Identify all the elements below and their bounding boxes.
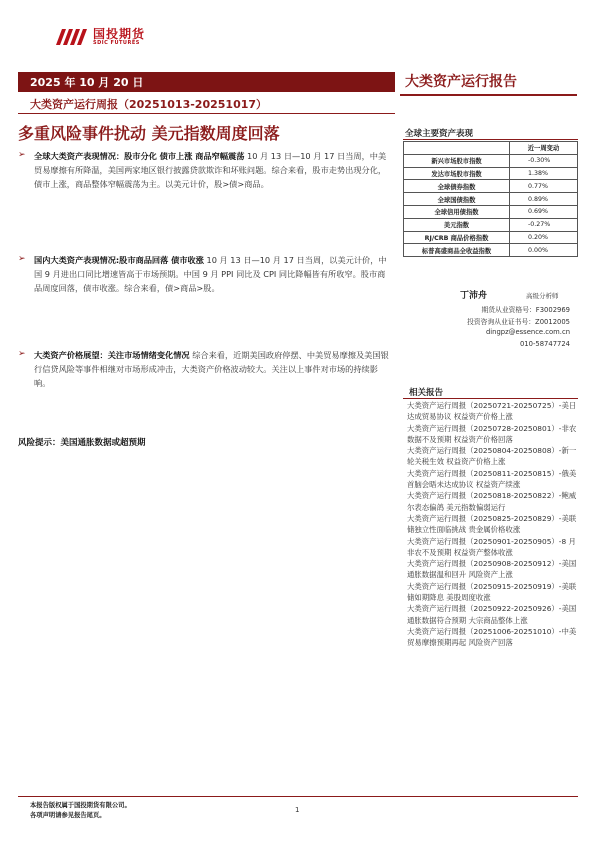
table-row — [404, 244, 578, 257]
asset-change: 0.89% — [510, 193, 578, 206]
brand-subtitle: SDIC FUTURES — [93, 40, 140, 46]
brand-name: 国投期货 — [93, 27, 146, 41]
report-date: 2025 年 10 月 20 日 — [30, 76, 144, 89]
analyst-license-advisory: 投资咨询从业证书号：Z0012005 — [467, 318, 570, 326]
asset-table-title: 全球主要资产表现 — [405, 129, 474, 139]
analyst-email[interactable]: dingpz@essence.com.cn — [485, 328, 570, 336]
table-row — [404, 218, 578, 231]
asset-name: RJ/CRB 商品价格指数 — [404, 231, 510, 244]
sdic-logo-icon — [54, 25, 88, 47]
list-item[interactable]: 大类资产运行周报（20250721-20250725）-美日达成贸易协议 权益资产价格上涨 — [407, 401, 577, 422]
table-header-cell: 近一周变动 — [510, 142, 578, 155]
table-row — [404, 193, 578, 206]
bullet-icon: ➢ — [18, 150, 26, 160]
asset-change: 0.00% — [510, 244, 578, 257]
section-body: 10 月 13 日—10 月 17 日当周，中美贸易摩擦有所降温，美国两家地区银行披露贷款欺诈和坏账问题。综合来看，股市走势出现分化，债市上涨，商品整体窄幅震荡为主。以美元计价，股>债>商品。 — [34, 151, 387, 189]
analyst-name: 丁沛舟 — [460, 291, 488, 301]
asset-name: 全球信用债指数 — [404, 205, 510, 218]
asset-name: 全球国债指数 — [404, 193, 510, 206]
list-item[interactable]: 大类资产运行周报（20250804-20250808）-新一轮关税生效 权益资产价格上涨 — [407, 446, 577, 467]
bullet-icon: ➢ — [18, 254, 26, 264]
related-reports-divider — [403, 398, 578, 399]
asset-name: 全球债券指数 — [404, 180, 510, 193]
bullet-icon: ➢ — [18, 349, 26, 359]
category-divider — [400, 94, 577, 96]
table-row — [404, 231, 578, 244]
section-heading: 全球大类资产表现情况：股市分化 债市上涨 商品窄幅震荡 — [34, 151, 245, 161]
asset-change: 0.69% — [510, 205, 578, 218]
analyst-role: 高级分析师 — [526, 292, 559, 300]
asset-name: 标普高盛商品全收益指数 — [404, 244, 510, 257]
section-paragraph — [34, 149, 390, 191]
asset-table-divider — [403, 139, 578, 140]
table-row — [404, 180, 578, 193]
asset-name: 美元指数 — [404, 218, 510, 231]
list-item[interactable]: 大类资产运行周报（20250908-20250912）-美国通胀数据温和回升 风险资产上涨 — [407, 559, 577, 580]
disclaimer-notice: 各项声明请参见报告尾页。 — [30, 812, 106, 819]
asset-name: 发达市场股市指数 — [404, 167, 510, 180]
risk-warning: 风险提示：美国通胀数据或超预期 — [18, 438, 146, 448]
copyright-notice: 本报告版权属于国投期货有限公司。 — [30, 802, 131, 809]
page-number: 1 — [295, 806, 300, 814]
footer-divider — [18, 796, 578, 797]
section-body: 综合来看，近期美国政府停摆、中美贸易摩擦及美国银行信贷风险等事件相继对市场形成冲击，大类资产价格波动较大。关注以上事件对市场的持续影响。 — [34, 350, 389, 388]
section-body: 10 月 13 日—10 月 17 日当周，以美元计价，中国 9 月进出口同比增速皆高于市场预期。中国 9 月 PPI 同比及 CPI 同比降幅皆有所收窄。股市商品周度回落，债市收涨。综合来看，债>商品>股。 — [34, 255, 387, 293]
asset-name: 新兴市场股市指数 — [404, 154, 510, 167]
analyst-license-futures: 期货从业资格号：F3002969 — [481, 306, 570, 314]
asset-change: -0.27% — [510, 218, 578, 231]
section-heading: 大类资产价格展望：关注市场情绪变化情况 — [34, 350, 190, 360]
section-paragraph — [34, 253, 390, 295]
list-item[interactable]: 大类资产运行周报（20250915-20250919）-美联储如期降息 美股周度收涨 — [407, 581, 577, 603]
related-reports-list — [407, 400, 577, 649]
table-header-cell — [404, 142, 510, 155]
brand-logo — [54, 23, 164, 49]
asset-performance-table — [403, 141, 578, 257]
analyst-phone: 010-58747724 — [519, 340, 570, 348]
section-outlook — [18, 348, 390, 390]
list-item[interactable]: 大类资产运行周报（20250811-20250815）-俄美首脑会晤未达成协议 权益资产续涨 — [407, 468, 577, 490]
page-title: 多重风险事件扰动 美元指数周度回落 — [18, 124, 280, 143]
list-item[interactable]: 大类资产运行周报（20250818-20250822）-鲍威尔表态偏鸽 美元指数偏弱运行 — [407, 491, 577, 512]
list-item[interactable]: 大类资产运行周报（20250922-20250926）-美国通胀数据符合预期 大宗商品整体上涨 — [407, 604, 577, 625]
table-row — [404, 167, 578, 180]
table-header-row — [404, 142, 578, 155]
list-item[interactable]: 大类资产运行周报（20250901-20250905）-8 月非农不及预期 权益资产整体收涨 — [407, 536, 576, 557]
header-divider — [18, 113, 395, 114]
section-domestic-assets — [18, 253, 390, 295]
list-item[interactable]: 大类资产运行周报（20251006-20251010）-中美贸易摩擦预期再起 风险资产回落 — [407, 626, 577, 648]
table-row — [404, 205, 578, 218]
list-item[interactable]: 大类资产运行周报（20250728-20250801）-非农数据不及预期 权益资产价格回落 — [407, 423, 577, 444]
section-heading: 国内大类资产表现情况:股市商品回落 债市收涨 — [34, 255, 204, 265]
section-paragraph — [34, 348, 390, 390]
asset-change: -0.30% — [510, 154, 578, 167]
asset-change: 1.38% — [510, 167, 578, 180]
related-reports-title: 相关报告 — [409, 388, 444, 398]
table-row — [404, 154, 578, 167]
list-item[interactable]: 大类资产运行周报（20250825-20250829）-美联储独立性面临挑战 贵金属价格收涨 — [407, 513, 577, 535]
report-category: 大类资产运行报告 — [405, 74, 517, 90]
section-global-assets — [18, 149, 390, 191]
report-series-title: 大类资产运行周报（20251013-20251017） — [30, 98, 268, 111]
asset-change: 0.77% — [510, 180, 578, 193]
asset-change: 0.20% — [510, 231, 578, 244]
